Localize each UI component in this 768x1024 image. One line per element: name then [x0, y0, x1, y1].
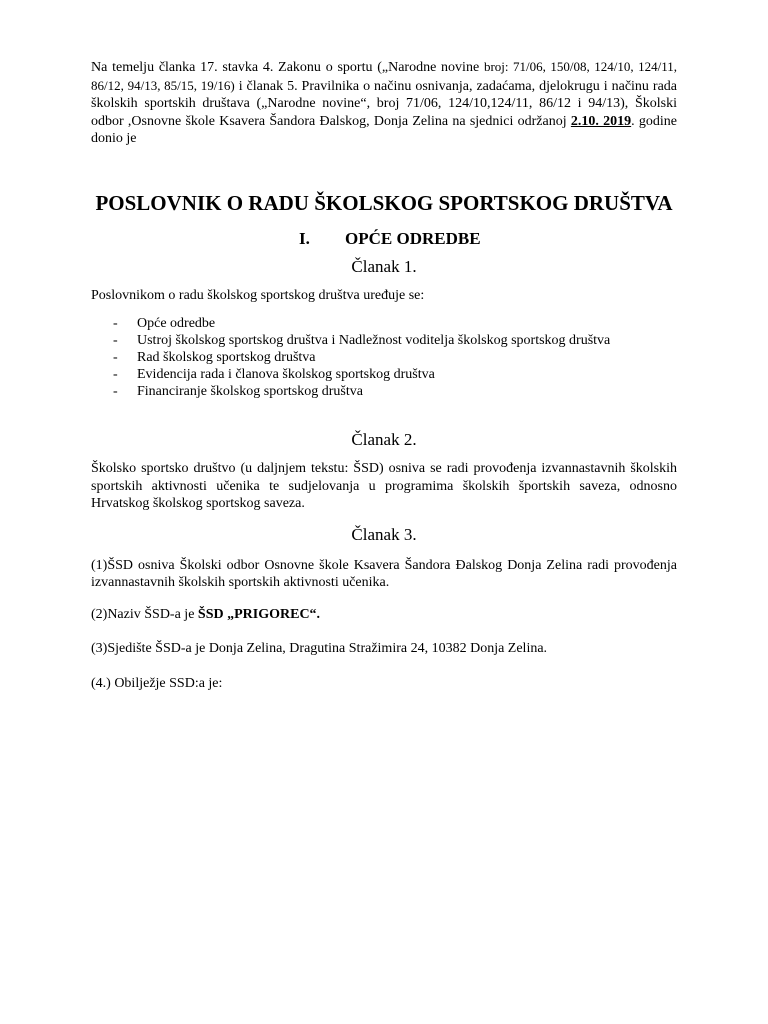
section-heading [91, 229, 677, 251]
list-item [91, 332, 677, 349]
list-item [91, 366, 677, 383]
article-3-p2-prefix: (2)Naziv ŠSD-a je [91, 606, 198, 622]
article-1-list [91, 315, 677, 400]
article-3-heading: Članak 3. [351, 524, 417, 544]
article-3-p1: (1)ŠSD osniva Školski odbor Osnovne škole Ksavera Šandora Đalskog Donja Zelina radi provođenja izvannastavnih školskih sportskih aktivnosti učenika. [91, 557, 677, 590]
intro-text-1: Na temelju članka 17. stavka 4. Zakonu o sportu („Narodne novine [91, 60, 480, 75]
list-item-text: Financiranje školskog sportskog društva [137, 384, 363, 399]
document-page [91, 58, 677, 692]
article-2-heading: Članak 2. [351, 430, 417, 449]
article-1-lead: Poslovnikom o radu školskog sportskog društva uređuje se: [91, 287, 425, 303]
list-dash: - [113, 316, 118, 331]
session-date: 2.10. 2019 [570, 113, 632, 129]
intro-text-3: . godine donio je [91, 113, 677, 146]
list-dash: - [113, 333, 118, 348]
list-item [91, 383, 677, 400]
list-item [91, 349, 677, 366]
article-1-heading: Članak 1. [351, 256, 417, 276]
list-dash: - [113, 350, 118, 365]
article-2-text: Školsko sportsko društvo (u daljnjem tekstu: ŠSD) osniva se radi provođenja izvannastavnih školskih sportskih aktivnosti učenika te sudjelovanja u programima školskih športskih saveza, odnosno Hrvatskog školskog sportskog saveza. [91, 461, 677, 511]
section-number: I. [299, 228, 310, 248]
article-3-p3: (3)Sjedište ŠSD-a je Donja Zelina, Dragutina Stražimira 24, 10382 Donja Zelina. [91, 641, 548, 656]
list-item-text: Evidencija rada i članova školskog sportskog društva [137, 367, 435, 382]
article-3-p4: (4.) Obilježje SSD:a je: [91, 675, 223, 691]
list-dash: - [113, 367, 118, 382]
intro-paragraph [91, 58, 677, 148]
list-item-text: Ustroj školskog sportskog društva i Nadležnost voditelja školskog sportskog društva [137, 333, 611, 348]
section-label: OPĆE ODREDBE [345, 228, 481, 248]
list-item-text: Opće odredbe [137, 316, 216, 331]
article-3-p2 [91, 606, 677, 624]
intro-text-small: broj: 71/06, 150/08, 124/10, 124/11, 86/12, 94/13, 85/15, 19/16) [91, 59, 677, 93]
list-item [91, 315, 677, 332]
club-name: ŠSD „PRIGOREC“. [197, 606, 321, 622]
list-dash: - [113, 384, 118, 399]
list-item-text: Rad školskog sportskog društva [137, 350, 316, 365]
document-title: POSLOVNIK O RADU ŠKOLSKOG SPORTSKOG DRUŠTVA [95, 190, 673, 215]
intro-text-2: i članak 5. Pravilnika o načinu osnivanja, zadaćama, djelokrugu i načinu rada školskih sportskih društava („Narodne novine“, broj 71/06, 124/10,124/11, 86/12 i 94/13), Školski odbor ,Osnovne škole Ksavera Šandora Đalskog, Donja Zelina na sjednici održanoj [91, 78, 677, 129]
